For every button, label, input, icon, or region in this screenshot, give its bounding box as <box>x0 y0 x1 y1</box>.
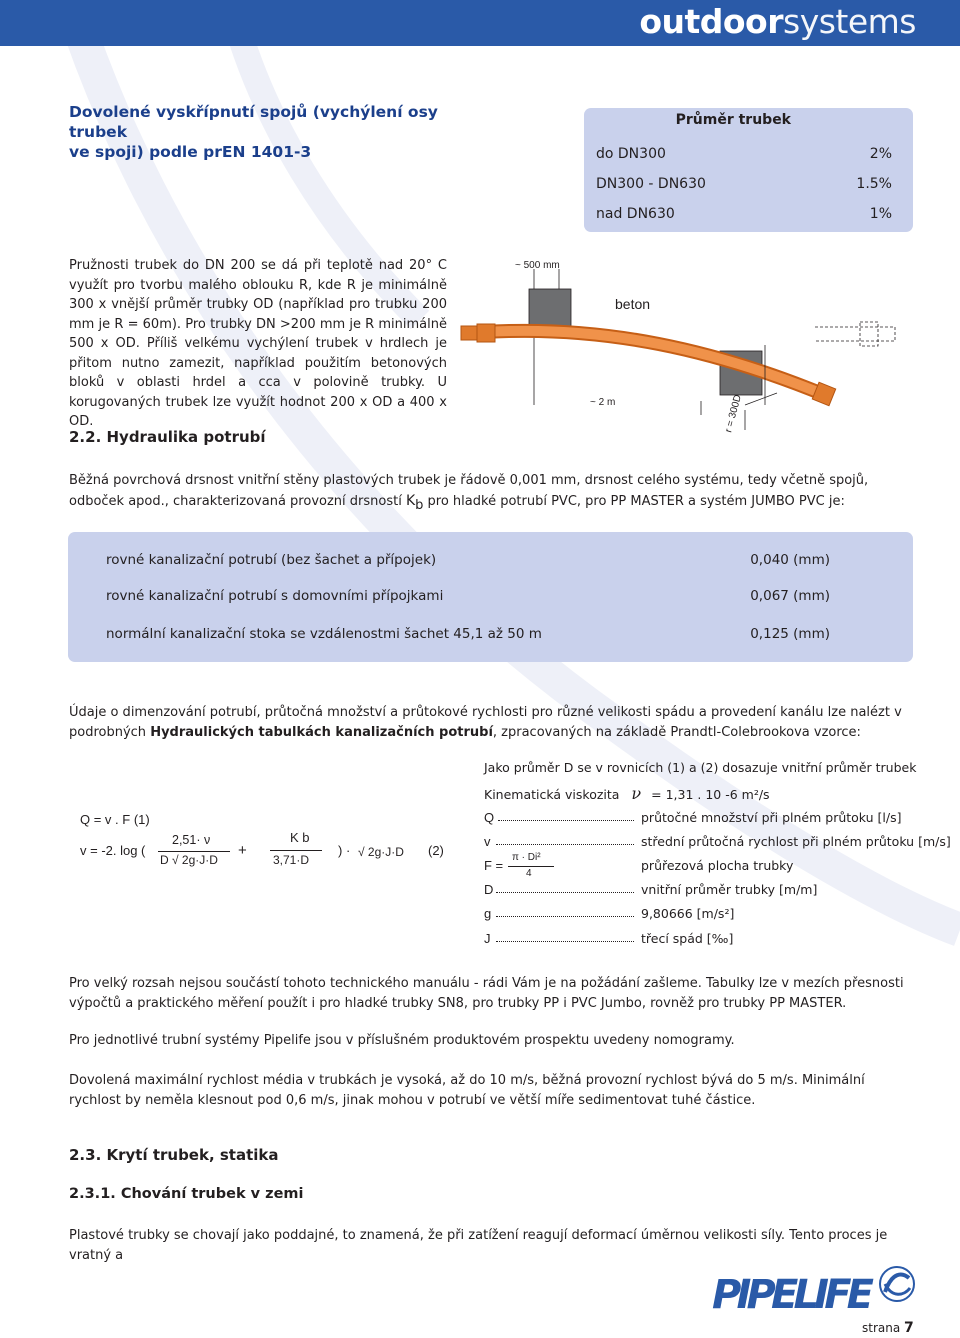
diameter-row <box>596 206 892 222</box>
label-500mm: ~ 500 mm <box>515 260 560 271</box>
heading-2-3-1: 2.3.1. Chování trubek v zemi <box>69 1186 304 1202</box>
paragraph-nomograms: Pro jednotlivé trubní systémy Pipelife jsou v příslušném produktovém prospektu uvedeny nomogramy. <box>69 1033 735 1048</box>
paragraph-velocity: Dovolená maximální rychlost média v trubkách je vysoká, až do 10 m/s, běžná provozní rychlost bývá do 5 m/s. Minimální rychlost by neměla klesnout pod 0,6 m/s, jinak mohou v potrubí ve větší míře sedimentovat tuhé částice. <box>69 1073 865 1108</box>
dimensioning-paragraph: Údaje o dimenzování potrubí, průtočná množství a průtokové rychlosti pro různé velikosti spádu a provedení kanálu lze nalézt v podrobných Hydraulických tabulkách kanalizačních potrubí, zpracovaných na základě Prandtl-Colebrookova vzorce: <box>69 705 902 740</box>
diameter-row <box>596 146 892 162</box>
equation-2-close: ) · <box>338 843 351 858</box>
fraction-bar <box>158 851 230 852</box>
diameter-row-label: do DN300 <box>596 146 666 162</box>
equation-2-num2: K b <box>290 830 310 845</box>
legend-row: v <box>484 834 634 849</box>
roughness-table <box>68 532 913 662</box>
roughness-row <box>106 552 830 568</box>
label-beton: beton <box>615 296 651 312</box>
diameter-row-value: 2% <box>869 146 892 162</box>
roughness-row-value: 0,040 (mm) <box>750 552 830 568</box>
brand-title: outdoorsystems <box>639 2 916 41</box>
roughness-row <box>106 626 830 642</box>
pipe-bend-diagram <box>455 255 955 435</box>
legend-definition: třecí spád [‰] <box>641 931 734 946</box>
equation-1: Q = v . F (1) <box>80 812 150 827</box>
diameter-row <box>596 176 892 192</box>
legend-definition: průřezová plocha trubky <box>641 858 794 873</box>
kb-symbol: $K_b$ <box>405 493 424 513</box>
diameter-table-header: Průměr trubek <box>675 112 791 128</box>
tables-reference: Hydraulických tabulkách kanalizačních potrubí <box>150 725 493 740</box>
legend-definition: 9,80666 [m/s²] <box>641 906 735 921</box>
page-number: strana 7 <box>862 1320 914 1336</box>
diameter-row-label: DN300 - DN630 <box>596 176 706 192</box>
legend-definition: průtočné množství při plném průtoku [l/s] <box>641 810 902 825</box>
equation-2-number: (2) <box>428 843 444 858</box>
paragraph-tables: Pro velký rozsah nejsou součástí tohoto technického manuálu - rádi Vám je na požádání zašleme. Tabulky lze v mezích přesnosti výpočtů a praktického měření použít i pro hladké trubky SN8, pro trubky PP i PVC Jumbo, rovněž pro trubky PP MASTER. <box>69 976 904 1011</box>
legend-row: g <box>484 906 634 921</box>
equation-2-den1: D √ 2g·J·D <box>160 853 218 867</box>
roughness-row-label: rovné kanalizační potrubí s domovními přípojkami <box>106 588 444 604</box>
equation-2-sqrt: √ 2g·J·D <box>358 845 404 859</box>
kinematic-viscosity: Kinematická viskozita ν = 1,31 . 10 -6 m²/s <box>484 784 770 803</box>
diameter-row-value: 1.5% <box>856 176 892 192</box>
roughness-row-label: normální kanalizační stoka se vzdálenostmi šachet 45,1 až 50 m <box>106 626 542 642</box>
legend-row: F = <box>484 858 504 873</box>
logo-text: PIPELIFE <box>712 1272 872 1314</box>
equation-2-plus: + <box>238 842 247 859</box>
roughness-row-value: 0,067 (mm) <box>750 588 830 604</box>
heading-2-3: 2.3. Krytí trubek, statika <box>69 1146 279 1164</box>
flex-paragraph: Pružnosti trubek do DN 200 se dá při teplotě nad 20° C využít pro tvorbu malého oblouku R, kde R je minimálně 300 x vnější průměr trubky OD (například pro trubku 200 mm je R = 60m). Pro trubky DN >200 mm je R minimálně 500 x OD. Příliš velkému vychýlení trubek v hrdlech je přitom nutno zamezit, například použitím betonových bloků v oblasti hrdel a cca v polovině trubky. U korugovaných trubek lze využít hodnot 200 x OD a 400 x OD. <box>69 258 447 429</box>
diameter-row-value: 1% <box>869 206 892 222</box>
roughness-row-value: 0,125 (mm) <box>750 626 830 642</box>
equation-2-num1: 2,51· ν <box>172 833 211 847</box>
legend-row: J <box>484 931 634 946</box>
roughness-paragraph: Běžná povrchová drsnost vnitřní stěny plastových trubek je řádově 0,001 mm, drsnost celého systému, tedy včetně spojů, odboček apod., charakterizovaná provozní drsností $K_b$ pro hladké potrubí PVC, pro PP MASTER a systém JUMBO PVC je: <box>69 473 869 513</box>
pipe <box>485 331 825 395</box>
area-numerator: π · Di² <box>512 852 541 863</box>
roughness-row-label: rovné kanalizační potrubí (bez šachet a přípojek) <box>106 552 437 568</box>
paragraph-behaviour: Plastové trubky se chovají jako poddajné, to znamená, že při zatížení reagují deformací úměrnou velikosti síly. Tento proces je vratný a <box>69 1228 888 1263</box>
legend-definition: vnitřní průměr trubky [m/m] <box>641 882 818 897</box>
straight-pipe-outline <box>815 327 895 341</box>
legend-row: D <box>484 882 634 897</box>
legend-definition: střední průtočná rychlost při plném průtoku [m/s] <box>641 834 951 849</box>
fraction-bar <box>270 850 322 851</box>
area-denominator: 4 <box>526 868 532 879</box>
straight-pipe-socket <box>860 322 878 346</box>
section-title <box>69 102 489 162</box>
legend-row: Q <box>484 810 634 825</box>
equation-2-den2: 3,71·D <box>273 853 310 867</box>
diameter-table <box>584 108 913 232</box>
diameter-row-label: nad DN630 <box>596 206 675 222</box>
section-title-line2: ve spoji) podle prEN 1401-3 <box>69 143 312 161</box>
roughness-row <box>106 588 830 604</box>
hydraulics-title: 2.2. Hydraulika potrubí <box>69 428 266 446</box>
pipe-socket <box>477 324 495 342</box>
section-title-line1: Dovolené vyskřípnutí spojů (vychýlení osy trubek <box>69 103 438 141</box>
pipe-end <box>461 326 477 340</box>
label-radius: r = 300D <box>723 393 744 434</box>
pipelife-logo <box>712 1262 917 1314</box>
formula-note: Jako průměr D se v rovnicích (1) a (2) dosazuje vnitřní průměr trubek <box>484 760 917 775</box>
label-2m: ~ 2 m <box>590 397 616 408</box>
fraction-bar <box>508 866 554 867</box>
equation-2-left: v = -2. log ( <box>80 843 146 858</box>
